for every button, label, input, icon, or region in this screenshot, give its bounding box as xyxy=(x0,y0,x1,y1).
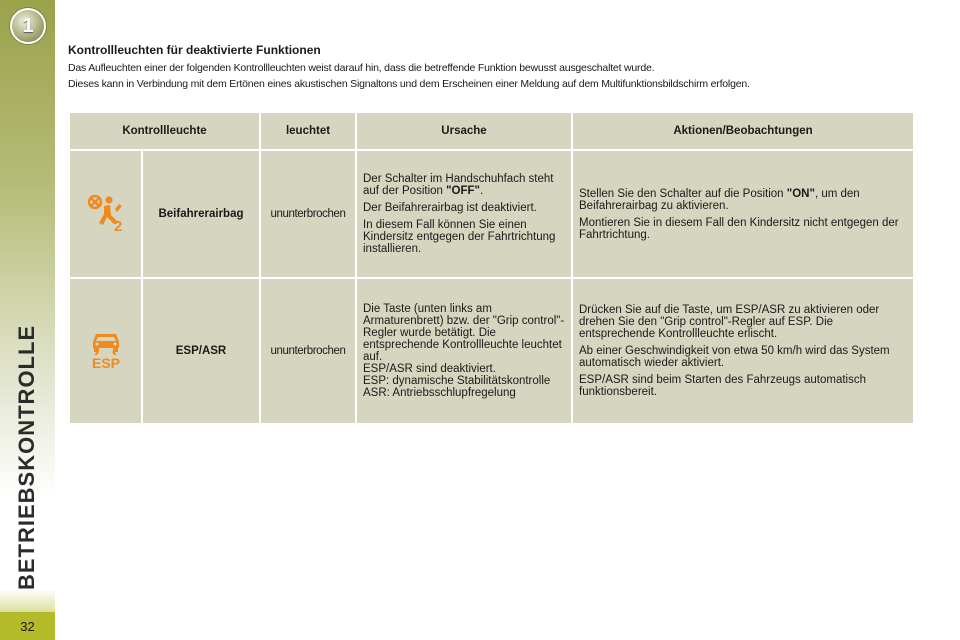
cause-text-2: Der Beifahrerairbag ist deaktiviert. xyxy=(363,202,537,214)
action-text-3: ESP/ASR sind beim Starten des Fahrzeugs automatisch funktionsbereit. xyxy=(579,374,867,398)
intro-line-1: Das Aufleuchten einer der folgenden Kontrollleuchten weist darauf hin, dass die betreffende Funktion bewusst ausgeschaltet wurde. xyxy=(68,62,655,74)
chapter-sidebar xyxy=(0,0,55,640)
lights-status: ununterbrochen xyxy=(261,151,355,277)
intro-line-2: Dieses kann in Verbindung mit dem Ertönen eines akustischen Signaltons und dem Erscheinen einer Meldung auf dem Multifunktionsbildschirm erfolgen. xyxy=(68,78,750,90)
warning-name: ESP/ASR xyxy=(143,279,259,423)
table-row xyxy=(70,151,913,277)
header-warning-light: Kontrollleuchte xyxy=(70,113,259,149)
header-cause: Ursache xyxy=(357,113,571,149)
page-number: 32 xyxy=(20,618,35,634)
chapter-title: BETRIEBSKONTROLLE xyxy=(14,324,39,590)
svg-text:2: 2 xyxy=(113,217,122,233)
airbag-off-icon xyxy=(86,193,126,233)
cause-text-3: In diesem Fall können Sie einen Kindersitz entgegen der Fahrtrichtung installieren. xyxy=(363,219,556,255)
table-row xyxy=(70,279,913,423)
action-text-1: Stellen Sie den Schalter auf die Position "ON", um den Beifahrerairbag zu aktivieren. xyxy=(579,187,860,212)
cause-text-2: ESP/ASR sind deaktiviert. xyxy=(363,363,496,375)
section-heading: Kontrollleuchten für deaktivierte Funktionen xyxy=(68,43,321,57)
header-actions: Aktionen/Beobachtungen xyxy=(573,113,913,149)
icon-cell xyxy=(70,151,141,277)
chapter-badge xyxy=(10,8,46,44)
warning-name: Beifahrerairbag xyxy=(143,151,259,277)
chapter-number: 1 xyxy=(22,14,34,37)
icon-cell xyxy=(70,279,141,423)
cause-text-1: Die Taste (unten links am Armaturenbrett) bzw. der "Grip control"-Regler wurde betätigt. Die entsprechende Kontrollleuchte leuchtet auf. xyxy=(363,303,565,363)
svg-text:ESP: ESP xyxy=(91,354,120,370)
action-text-2: Montieren Sie in diesem Fall den Kindersitz nicht entgegen der Fahrtrichtung. xyxy=(579,216,899,241)
header-lights: leuchtet xyxy=(261,113,355,149)
warning-lights-table xyxy=(68,111,915,425)
lights-status: ununterbrochen xyxy=(261,279,355,423)
action-cell xyxy=(573,279,913,423)
cause-text-3: ESP: dynamische Stabilitätskontrolle xyxy=(363,375,551,387)
esp-off-icon xyxy=(86,330,126,370)
cause-text-1: Der Schalter im Handschuhfach steht auf der Position "OFF". xyxy=(363,173,554,197)
action-text-1: Drücken Sie auf die Taste, um ESP/ASR zu aktivieren oder drehen Sie den "Grip control"-Regler auf ESP. Die entsprechende Kontrollleuchte erlischt. xyxy=(579,304,880,340)
cause-text-4: ASR: Antriebsschlupfregelung xyxy=(363,387,516,399)
cause-cell xyxy=(357,151,571,277)
cause-cell xyxy=(357,279,571,423)
table-header-row xyxy=(70,113,913,149)
action-cell xyxy=(573,151,913,277)
page-number-box xyxy=(0,612,55,640)
action-text-2: Ab einer Geschwindigkeit von etwa 50 km/h wird das System automatisch wieder aktiviert. xyxy=(579,345,890,369)
